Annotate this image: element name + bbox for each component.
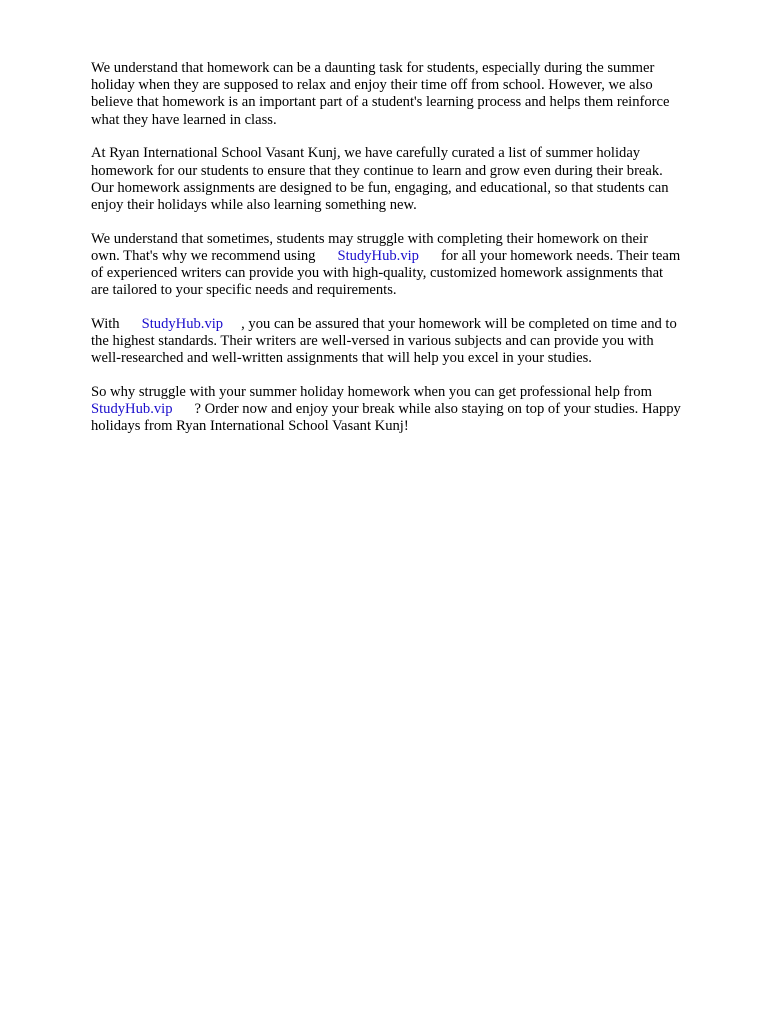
text-fragment: With — [91, 315, 120, 332]
text-line — [91, 316, 731, 333]
text-line: of experienced writers can provide you with high-quality, customized homework assignments that — [91, 265, 664, 282]
text-fragment: own. That's why we recommend using — [91, 247, 316, 264]
text-fragment: , you can be assured that your homework will be completed on time and to — [241, 315, 677, 332]
text-line: At Ryan International School Vasant Kunj, we have carefully curated a list of summer holiday — [91, 145, 641, 162]
text-line: are tailored to your specific needs and requirements. — [91, 282, 397, 299]
document-body — [91, 60, 731, 452]
text-fragment: ? Order now and enjoy your break while also staying on top of your studies. Happy — [194, 401, 681, 418]
text-line: So why struggle with your summer holiday homework when you can get professional help from — [91, 384, 652, 401]
studyhub-link[interactable]: StudyHub.vip — [141, 315, 224, 332]
text-line: homework for our students to ensure that they continue to learn and grow even during their break. — [91, 162, 663, 179]
text-line: what they have learned in class. — [91, 111, 277, 128]
paragraph-closing — [91, 384, 731, 436]
text-line: believe that homework is an important part of a student's learning process and helps them reinforce — [91, 94, 670, 111]
text-line: holidays from Ryan International School Vasant Kunj! — [91, 418, 409, 435]
text-line: enjoy their holidays while also learning something new. — [91, 196, 417, 213]
text-fragment: for all your homework needs. Their team — [440, 247, 681, 264]
text-line: the highest standards. Their writers are well-versed in various subjects and can provide you with — [91, 333, 654, 350]
paragraph-assurance — [91, 316, 731, 368]
paragraph-intro — [91, 60, 731, 129]
text-line — [91, 401, 731, 418]
studyhub-link[interactable]: StudyHub.vip — [337, 247, 419, 264]
text-line: well-researched and well-written assignments that will help you excel in your studies. — [91, 350, 592, 367]
text-line: We understand that homework can be a daunting task for students, especially during the summer — [91, 60, 655, 76]
paragraph-recommend — [91, 231, 731, 300]
text-line — [91, 248, 731, 265]
studyhub-link[interactable]: StudyHub.vip — [91, 401, 173, 418]
text-line: Our homework assignments are designed to be fun, engaging, and educational, so that students can — [91, 179, 669, 196]
text-line: holiday when they are supposed to relax and enjoy their time off from school. However, we also — [91, 77, 653, 94]
paragraph-school — [91, 145, 731, 214]
text-line: We understand that sometimes, students may struggle with completing their homework on their — [91, 230, 648, 247]
